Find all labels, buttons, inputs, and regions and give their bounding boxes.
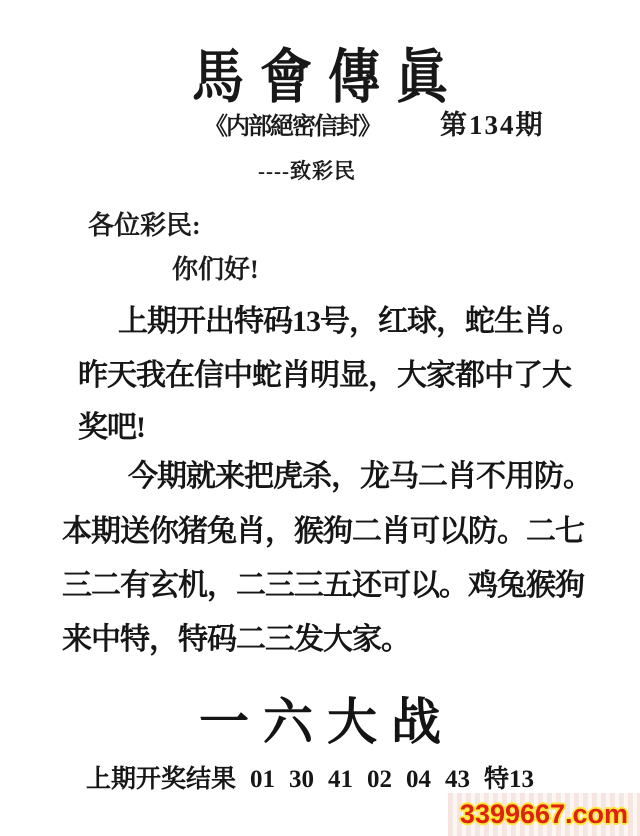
letter-line: 来中特，特码二三发大家。	[62, 623, 410, 656]
result-number: 02	[367, 766, 393, 793]
letter-line: 今期就来把虎杀，龙马二肖不用防。	[128, 460, 592, 493]
letter-line: 奖吧!	[78, 411, 145, 444]
letter-line: 昨天我在信中蛇肖明显，大家都中了大	[78, 359, 571, 392]
result-number: 30	[289, 766, 315, 793]
letter-line: 上期开出特码13号，红球，蛇生肖。	[118, 305, 581, 338]
subtitle	[204, 103, 545, 142]
dedication: ----致彩民	[258, 159, 356, 183]
result-number: 43	[445, 766, 471, 793]
slogan: 一六大战	[199, 694, 455, 750]
greeting: 你们好!	[172, 255, 259, 284]
result-number: 04	[406, 766, 432, 793]
special-value: 13	[509, 766, 535, 793]
watermark-url: 3399667.com	[459, 799, 629, 829]
letter-line: 本期送你猪兔肖，猴狗二肖可以防。二七	[62, 515, 584, 548]
issue-number: 第134期	[440, 110, 545, 140]
page-title: 馬會傳眞	[191, 46, 464, 111]
results-prefix: 上期开奖结果	[86, 766, 237, 793]
watermark-banner	[448, 793, 640, 836]
special-number	[484, 766, 534, 793]
subtitle-envelope: 《内部絕密信封》	[204, 114, 380, 140]
result-number: 01	[250, 766, 276, 793]
salutation: 各位彩民:	[88, 211, 201, 240]
result-number: 41	[328, 766, 354, 793]
special-label: 特	[484, 766, 510, 793]
results-line	[86, 759, 534, 795]
letter-line: 三二有玄机，二三三五还可以。鸡兔猴狗	[62, 569, 584, 602]
